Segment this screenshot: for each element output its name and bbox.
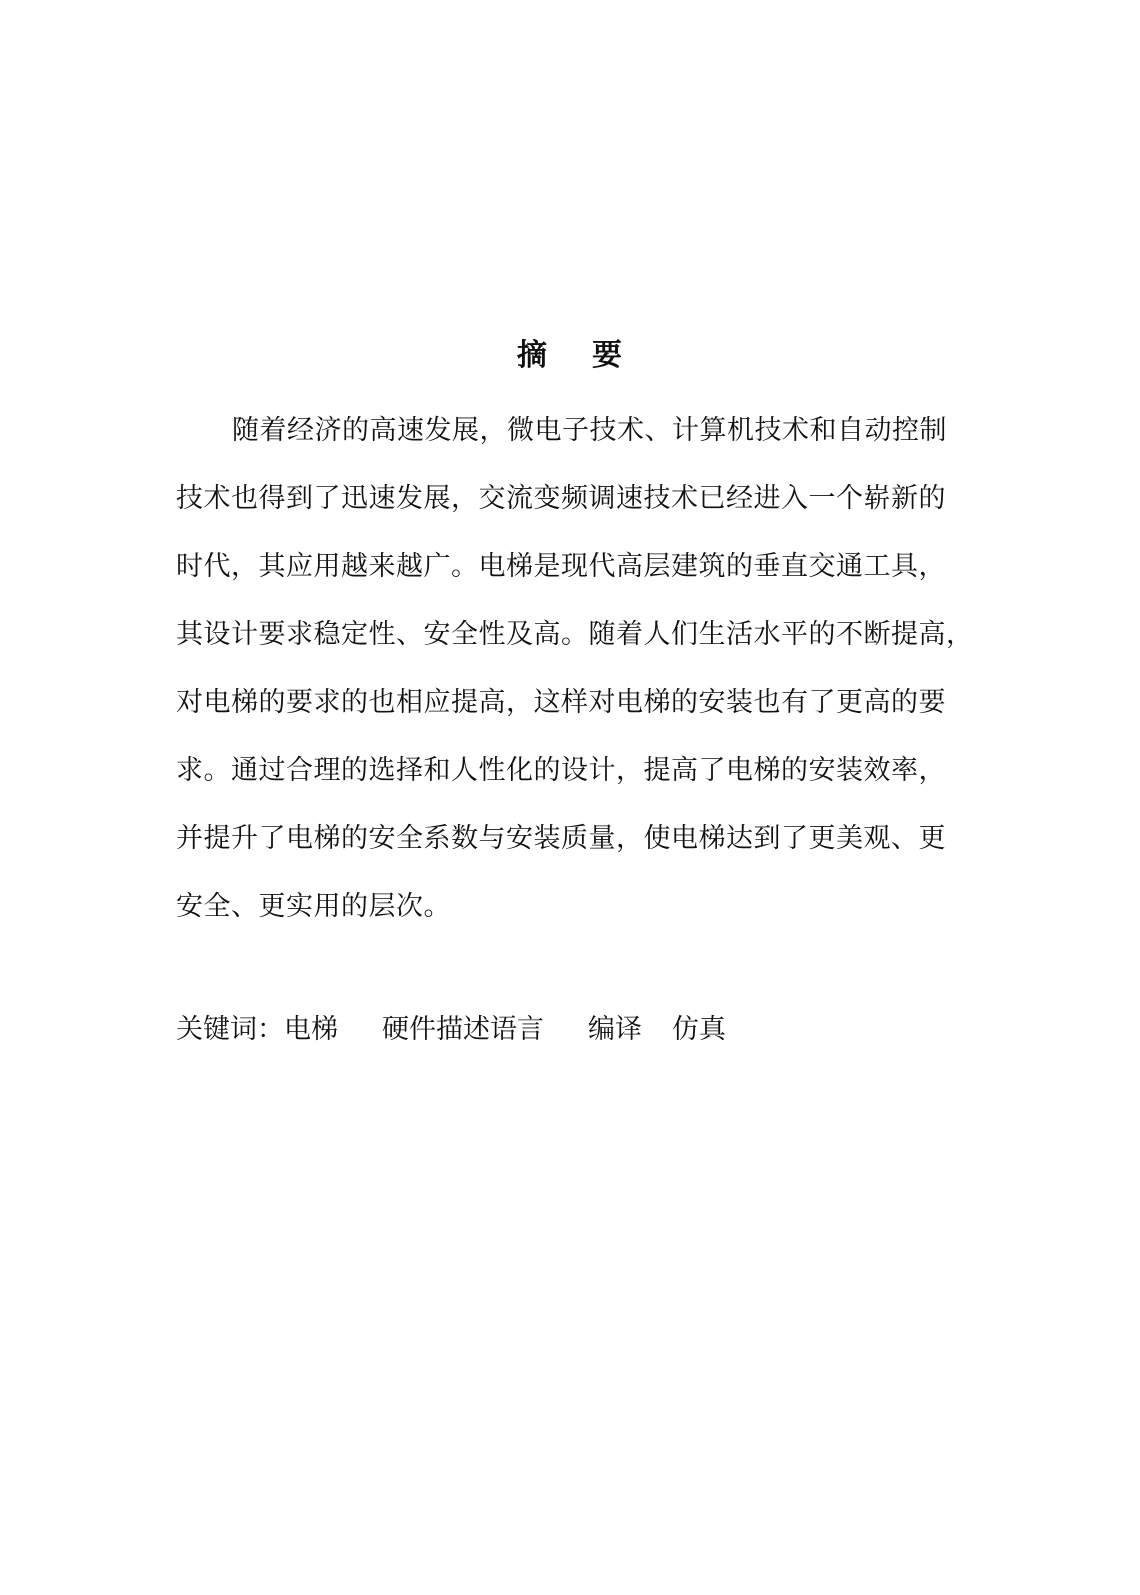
keywords-line xyxy=(176,1006,726,1054)
keywords-label: 关键词： xyxy=(176,1014,284,1045)
abstract-line-7: 并提升了电梯的安全系数与安装质量，使电梯达到了更美观、更 xyxy=(176,823,946,854)
abstract-body xyxy=(176,407,976,951)
abstract-heading-char-1: 摘 xyxy=(517,338,548,373)
abstract-heading xyxy=(0,334,1140,378)
keyword-item-1: 电梯 xyxy=(284,1014,338,1045)
abstract-line-4: 其设计要求稳定性、安全性及高。随着人们生活水平的不断提高， xyxy=(176,619,974,650)
abstract-line-6: 求。通过合理的选择和人性化的设计，提高了电梯的安装效率， xyxy=(176,755,946,786)
keyword-item-3: 编译 xyxy=(588,1014,642,1045)
abstract-line-8: 安全、更实用的层次。 xyxy=(176,891,451,922)
abstract-line-5: 对电梯的要求的也相应提高，这样对电梯的安装也有了更高的要 xyxy=(176,687,946,718)
keyword-item-2: 硬件描述语言 xyxy=(382,1014,544,1045)
abstract-line-3: 时代，其应用越来越广。电梯是现代高层建筑的垂直交通工具， xyxy=(176,551,946,582)
keyword-item-4: 仿真 xyxy=(672,1014,726,1045)
abstract-line-1: 随着经济的高速发展，微电子技术、计算机技术和自动控制 xyxy=(232,415,947,446)
abstract-heading-char-2: 要 xyxy=(592,338,623,373)
abstract-line-2: 技术也得到了迅速发展，交流变频调速技术已经进入一个崭新的 xyxy=(176,483,946,514)
